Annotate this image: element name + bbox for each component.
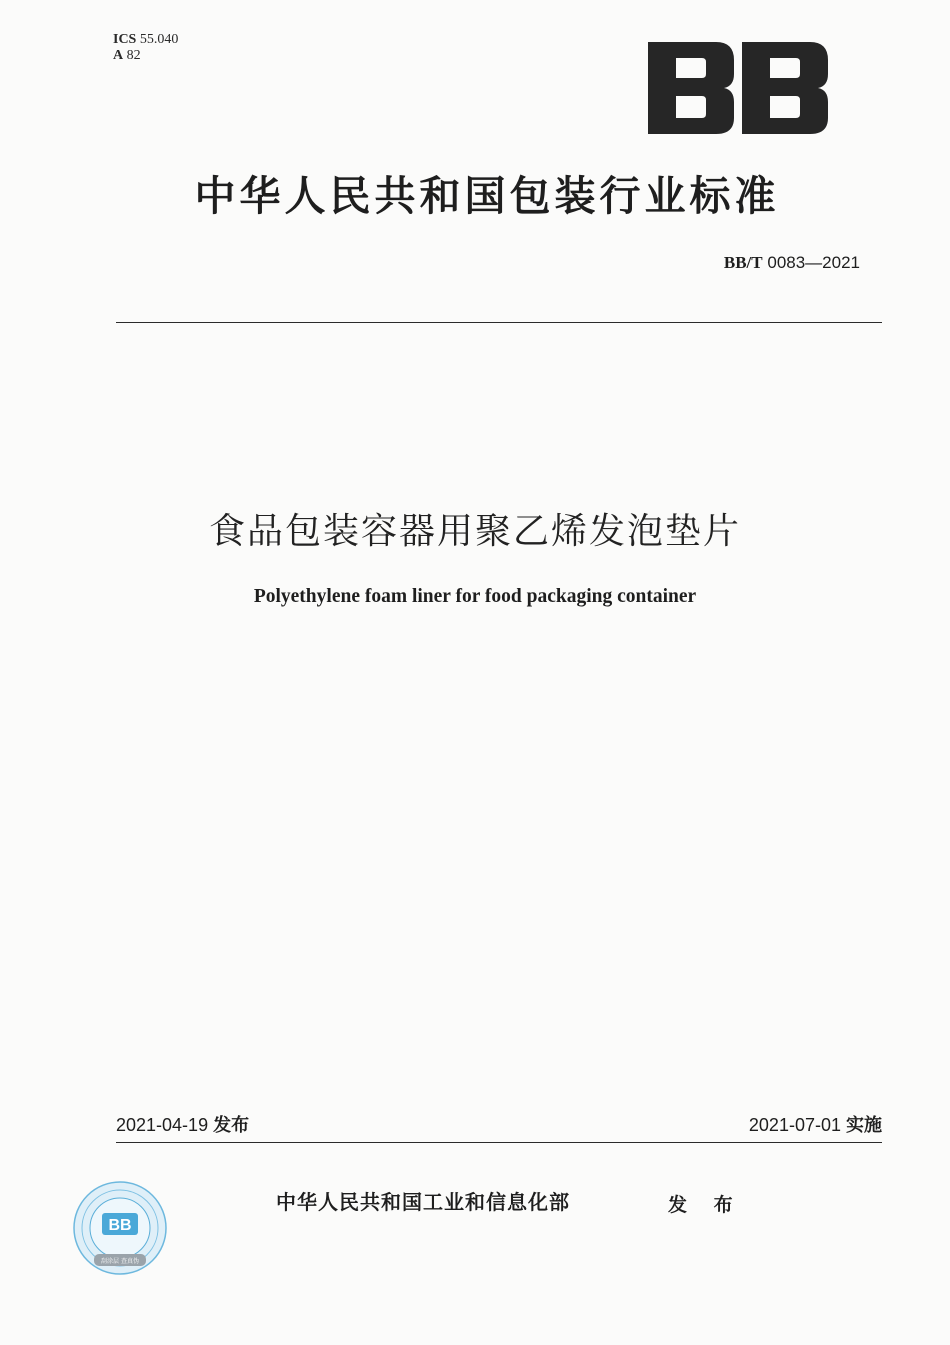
document-title-english: Polyethylene foam liner for food packaging container bbox=[253, 586, 697, 607]
implementation-date: 2021-07-01 bbox=[748, 1115, 841, 1135]
class-label: A bbox=[113, 48, 124, 63]
issue-word: 发布 bbox=[213, 1115, 250, 1136]
standard-type-title: 中华人民共和国包装行业标准 bbox=[194, 172, 780, 220]
ics-code: 55.040 bbox=[139, 32, 179, 47]
publisher-name: 中华人民共和国工业和信息化部 bbox=[276, 1190, 570, 1214]
issue-date-line bbox=[116, 1111, 249, 1137]
standard-number bbox=[724, 253, 860, 273]
publish-word: 发 布 bbox=[668, 1194, 743, 1216]
bb-logo bbox=[646, 40, 830, 136]
class-code-line bbox=[113, 48, 178, 64]
implementation-date-line bbox=[749, 1111, 882, 1137]
classification-codes bbox=[113, 32, 178, 64]
document-title-chinese: 食品包装容器用聚乙烯发泡垫片 bbox=[208, 511, 741, 552]
seal-bottom-text: 刮涂层 查真伪 bbox=[101, 1258, 139, 1265]
class-code: 82 bbox=[126, 48, 141, 63]
ics-label: ICS bbox=[113, 32, 137, 47]
implementation-word: 实施 bbox=[846, 1115, 882, 1136]
anti-counterfeit-seal-icon bbox=[72, 1180, 168, 1276]
issue-date: 2021-04-19 bbox=[116, 1115, 209, 1135]
seal-center-text: BB bbox=[108, 1217, 132, 1234]
top-divider bbox=[116, 322, 882, 323]
standard-number-value: 0083—2021 bbox=[767, 253, 860, 272]
standard-number-prefix: BB/T bbox=[723, 253, 763, 272]
ics-code-line bbox=[113, 32, 178, 48]
bottom-divider bbox=[116, 1142, 882, 1143]
